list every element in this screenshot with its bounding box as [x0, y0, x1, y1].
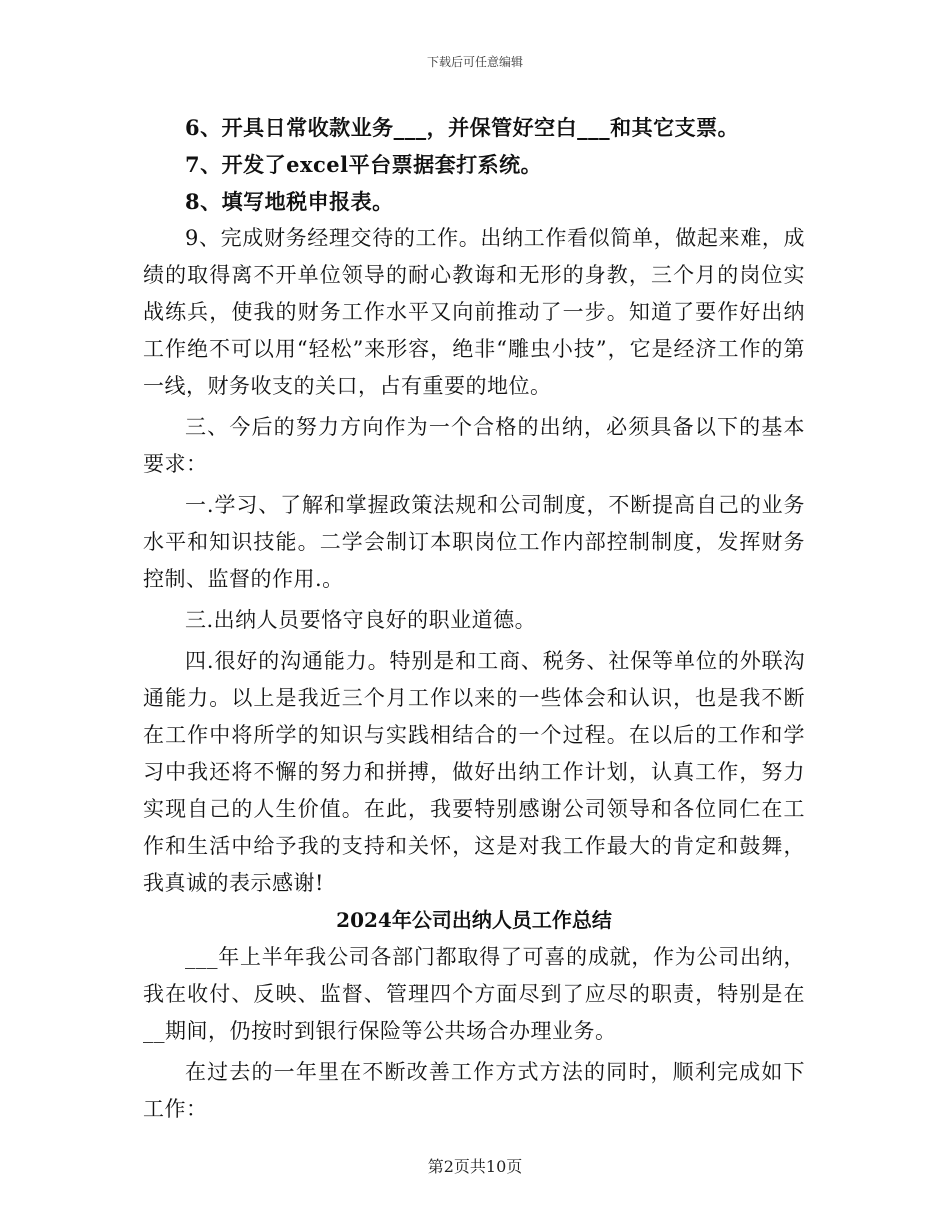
page-header: 下载后可任意编辑 [426, 55, 523, 69]
requirement-three: 三.出纳人员要恪守良好的职业道德。 [185, 608, 537, 632]
list-item-9: 9、完成财务经理交待的工作。出纳工作看似简单，做起来难，成绩的取得离不开单位领导的耐心教诲和无形的身教，三个月的岗位实战练兵，使我的财务工作水平又向前推动了一步。知道了要作好出纳工作绝不可以用“轻松”来形容，绝非“雕虫小技”，它是经济工作的第一线，财务收支的关口，占有重要的地位。 [143, 226, 805, 398]
requirement-four: 四.很好的沟通能力。特别是和工商、税务、社保等单位的外联沟通能力。以上是我近三个月工作以来的一些体会和认识，也是我不断在工作中将所学的知识与实践相结合的一个过程。在以后的工作和学习中我还将不懈的努力和拼搏，做好出纳工作计划，认真工作，努力实现自己的人生价值。在此，我要特别感谢公司领导和各位同仁在工作和生活中给予我的支持和关怀，这是对我工作最大的肯定和鼓舞，我真诚的表示感谢! [143, 649, 805, 895]
section-title: 2024年公司出纳人员工作总结 [336, 908, 612, 932]
document-body [143, 109, 805, 1128]
list-item-6: 6、开具日常收款业务___，并保管好空白___和其它支票。 [185, 115, 740, 140]
list-item-8: 8、填写地税申报表。 [185, 189, 394, 214]
section-three-heading: 三、今后的努力方向作为一个合格的出纳，必须具备以下的基本要求： [143, 415, 805, 476]
requirement-one-two: 一.学习、了解和掌握政策法规和公司制度，不断提高自己的业务水平和知识技能。二学会制订本职岗位工作内部控制制度，发挥财务控制、监督的作用.。 [143, 493, 805, 591]
page-number: 第2页共10页 [427, 1157, 523, 1176]
summary-work-paragraph: 在过去的一年里在不断改善工作方式方法的同时，顺利完成如下工作： [143, 1060, 805, 1121]
list-item-7: 7、开发了excel平台票据套打系统。 [185, 152, 543, 177]
summary-intro-paragraph: ___年上半年我公司各部门都取得了可喜的成就，作为公司出纳，我在收付、反映、监督、管理四个方面尽到了应尽的职责，特别是在__期间，仍按时到银行保险等公共场合办理业务。 [143, 945, 805, 1043]
